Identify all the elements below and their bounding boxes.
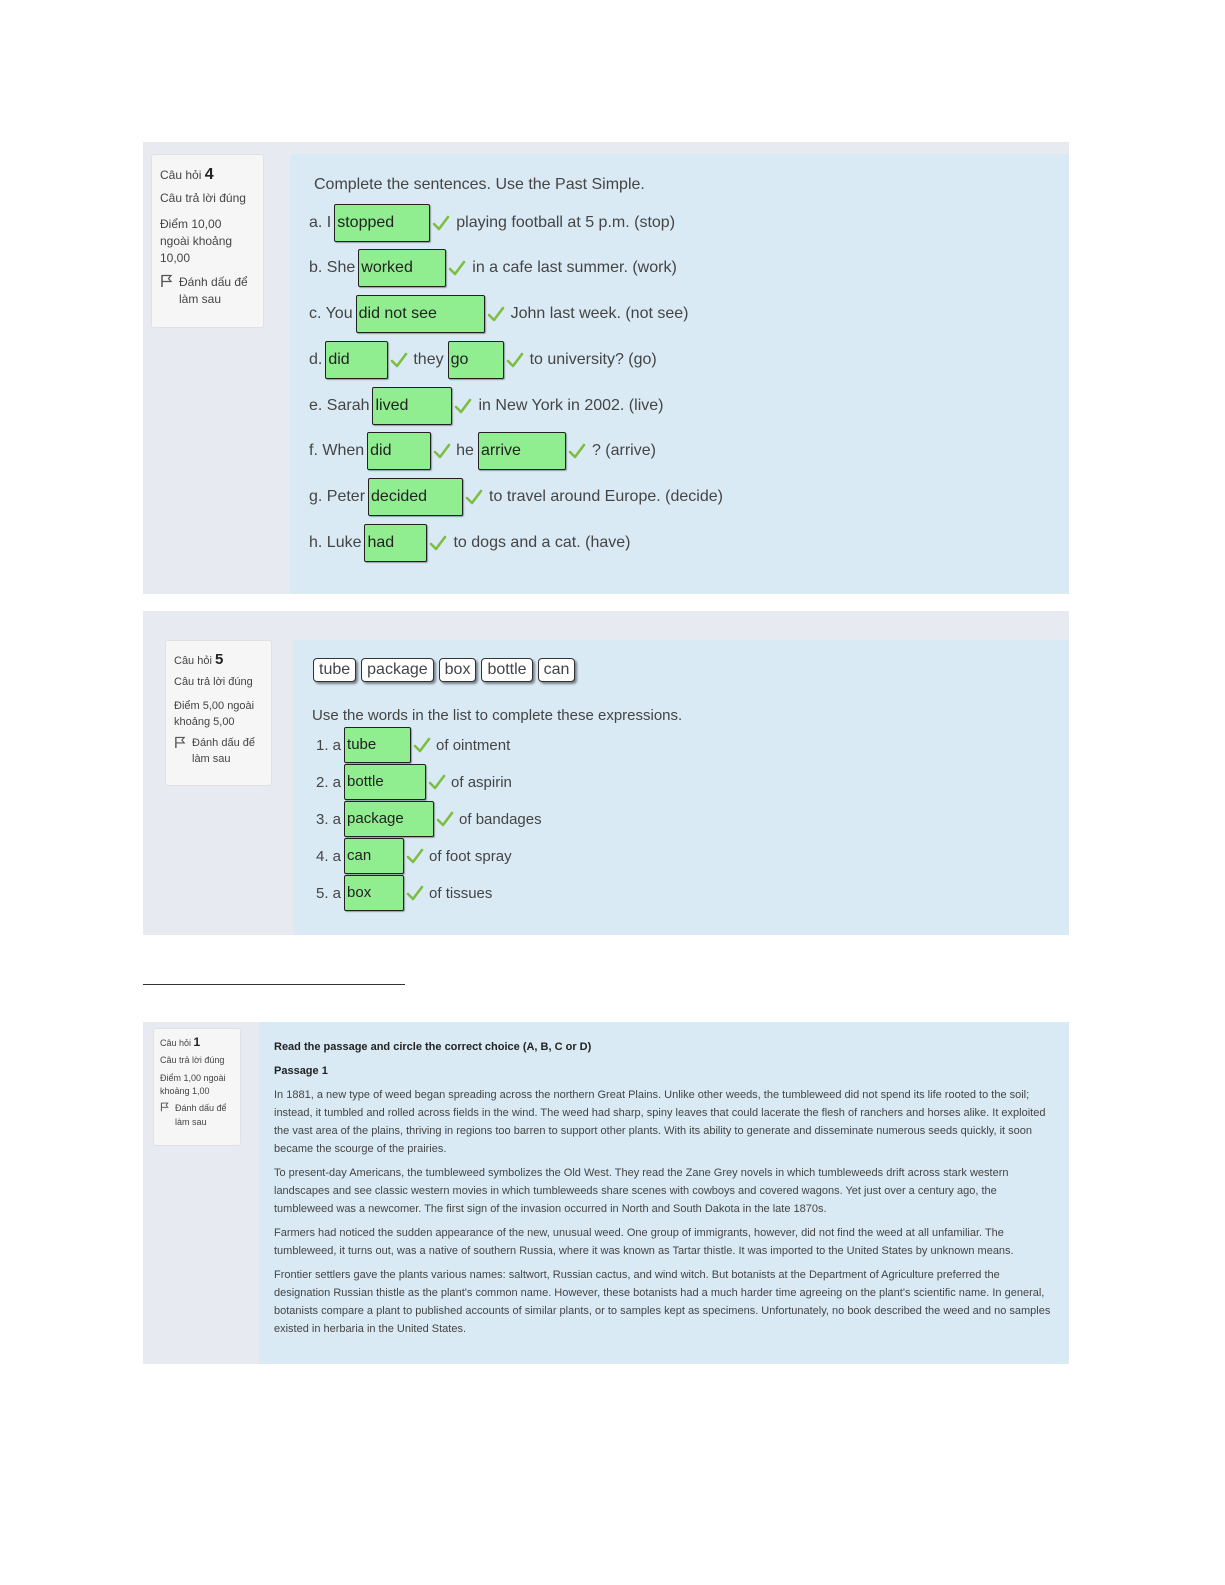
- flag-label: Đánh dấu để làm sau: [179, 274, 248, 307]
- answer-field[interactable]: did: [367, 432, 431, 470]
- check-icon: [406, 884, 424, 902]
- word-chip[interactable]: tube: [313, 658, 356, 682]
- question-content: [290, 154, 1069, 594]
- question-score: Điểm 5,00 ngoài khoảng 5,00: [174, 699, 255, 728]
- answer-field[interactable]: box: [344, 875, 404, 911]
- sentence-row: [309, 387, 663, 425]
- question-info: [165, 640, 272, 786]
- expression-prefix: 3. a: [316, 810, 342, 828]
- sentence-middle: they: [413, 351, 444, 368]
- passage-paragraph: In 1881, a new type of weed began spreading across the northern Great Plains. Unlike other weeds, the tumbleweed did not spend its life rooted to the soil; instead, it tumbled and rolled across fields in the wind. The weed had sharp, spiny leaves that could lacerate the flesh of ranchers and horses alike. It exploited the vast area of the plains, thriving in regions too barren to support other plants. With its ability to generate and disseminate numerous seeds quickly, it soon became the scourge of the prairies.: [274, 1089, 1046, 1155]
- sentence-row: [309, 249, 677, 287]
- check-icon: [465, 488, 483, 506]
- sentence-prefix: d.: [309, 351, 323, 368]
- sentence-row: [309, 341, 657, 379]
- passage-paragraph: To present-day Americans, the tumbleweed symbolizes the Old West. They read the Zane Grey novels in which tumbleweeds drift across stark western landscapes and see classic western movies in which tumbleweeds share scenes with cowboys and covered wagons. Yet just over a century ago, the tumbleweed was a newcomer. The first sign of the invasion occurred in North and South Dakota in the late 1870s.: [274, 1167, 1009, 1215]
- sentence-prefix: a. I: [309, 214, 332, 231]
- check-icon: [428, 773, 446, 791]
- passage-paragraph: Farmers had noticed the sudden appearance of the new, unusual weed. One group of immigrants, however, did not find the weed at all unfamiliar. The tumbleweed, it turns out, was a native of southern Russia, where it was known as Tartar thistle. It was imported to the United States by unknown means.: [274, 1227, 1014, 1257]
- answer-field[interactable]: lived: [372, 387, 452, 425]
- sentence-suffix: to travel around Europe. (decide): [489, 488, 723, 505]
- expression-row: [316, 801, 542, 837]
- question-score: Điểm 1,00 ngoài khoảng 1,00: [160, 1072, 226, 1097]
- check-icon: [429, 534, 447, 552]
- sentence-prefix: b. She: [309, 259, 356, 276]
- expression-row: [316, 838, 512, 874]
- expression-suffix: of tissues: [429, 884, 493, 902]
- question-number: [160, 1033, 240, 1052]
- question-4-panel: [143, 142, 1069, 594]
- sentence-suffix: playing football at 5 p.m. (stop): [456, 214, 676, 231]
- flag-icon: [160, 274, 174, 293]
- sentence-prefix: e. Sarah: [309, 397, 370, 414]
- expression-suffix: of bandages: [459, 810, 542, 828]
- sentence-prefix: f. When: [309, 442, 365, 459]
- sentence-suffix: in New York in 2002. (live): [478, 397, 664, 414]
- word-chip[interactable]: can: [538, 658, 576, 682]
- check-icon: [436, 810, 454, 828]
- sentence-row: [309, 432, 656, 470]
- passage-heading: Read the passage and circle the correct choice (A, B, C or D): [274, 1041, 592, 1053]
- question-1-panel: [143, 1022, 1069, 1364]
- check-icon: [568, 442, 586, 460]
- check-icon: [433, 442, 451, 460]
- sentence-suffix: ? (arrive): [591, 442, 656, 459]
- question-status: Câu trả lời đúng: [160, 191, 246, 206]
- reading-passage: [274, 1038, 1052, 1344]
- expression-row: [316, 875, 492, 911]
- sentence-prefix: c. You: [309, 305, 353, 322]
- flag-icon: [174, 736, 187, 755]
- passage-title: Passage 1: [274, 1065, 328, 1077]
- sentence-prefix: g. Peter: [309, 488, 366, 505]
- sentence-prefix: h. Luke: [309, 534, 362, 551]
- flag-question-link[interactable]: [174, 736, 271, 768]
- question-instruction: Use the words in the list to complete these expressions.: [312, 707, 683, 724]
- answer-field[interactable]: did not see: [356, 295, 485, 333]
- flag-label: Đánh dấu để làm sau: [192, 736, 255, 765]
- question-status: Câu trả lời đúng: [160, 1054, 225, 1065]
- question-info: [151, 154, 264, 328]
- question-number-value: 5: [214, 651, 224, 668]
- flag-question-link[interactable]: [160, 274, 263, 309]
- check-icon: [432, 214, 450, 232]
- question-number-value: 4: [204, 166, 214, 183]
- answer-field[interactable]: had: [364, 524, 427, 562]
- check-icon: [487, 305, 505, 323]
- expression-row: [316, 764, 512, 800]
- check-icon: [506, 351, 524, 369]
- divider-line: [143, 984, 405, 985]
- question-5-panel: [143, 611, 1069, 935]
- word-chip[interactable]: box: [439, 658, 477, 682]
- word-chip[interactable]: bottle: [481, 658, 532, 682]
- expression-prefix: 1. a: [316, 736, 342, 754]
- check-icon: [390, 351, 408, 369]
- question-label: Câu hỏi: [160, 168, 202, 182]
- question-status: Câu trả lời đúng: [174, 675, 253, 688]
- question-number: [174, 649, 271, 671]
- sentence-suffix: in a cafe last summer. (work): [472, 259, 677, 276]
- answer-field[interactable]: decided: [368, 478, 463, 516]
- check-icon: [448, 259, 466, 277]
- question-instruction: Complete the sentences. Use the Past Simple.: [314, 176, 645, 193]
- sentence-row: [309, 524, 630, 562]
- sentence-suffix: John last week. (not see): [510, 305, 689, 322]
- question-info: [153, 1028, 241, 1146]
- sentence-row: [309, 295, 688, 333]
- answer-field[interactable]: arrive: [478, 432, 566, 470]
- expression-prefix: 4. a: [316, 847, 342, 865]
- expression-suffix: of aspirin: [451, 773, 512, 791]
- sentence-suffix: to dogs and a cat. (have): [453, 534, 631, 551]
- question-content: [259, 1022, 1069, 1364]
- answer-field[interactable]: tube: [344, 727, 411, 763]
- expression-prefix: 2. a: [316, 773, 342, 791]
- check-icon: [406, 847, 424, 865]
- flag-icon: [160, 1102, 170, 1117]
- flag-question-link[interactable]: [160, 1102, 240, 1130]
- expression-suffix: of ointment: [436, 736, 511, 754]
- word-bank: [313, 658, 580, 682]
- sentence-suffix: to university? (go): [529, 351, 657, 368]
- sentence-middle: he: [456, 442, 474, 459]
- expression-suffix: of foot spray: [429, 847, 512, 865]
- answer-field[interactable]: go: [448, 341, 504, 379]
- question-number: [160, 163, 263, 186]
- answer-field[interactable]: can: [344, 838, 404, 874]
- answer-field[interactable]: worked: [358, 249, 446, 287]
- check-icon: [454, 397, 472, 415]
- expression-prefix: 5. a: [316, 884, 342, 902]
- check-icon: [413, 736, 431, 754]
- answer-field[interactable]: stopped: [334, 204, 430, 242]
- word-chip[interactable]: package: [361, 658, 434, 682]
- expression-row: [316, 727, 510, 763]
- answer-field[interactable]: bottle: [344, 764, 426, 800]
- question-label: Câu hỏi: [160, 1038, 192, 1048]
- answer-field[interactable]: did: [325, 341, 388, 379]
- question-label: Câu hỏi: [174, 655, 212, 667]
- sentence-row: [309, 204, 675, 242]
- passage-paragraph: Frontier settlers gave the plants various names: saltwort, Russian cactus, and wind witch. But botanists at the Department of Agriculture preferred the designation Russian thistle as the plant's common name. However, these botanists had a much harder time agreeing on the plant's scientific name. In general, botanists compare a plant to published accounts of similar plants, or to samples kept as specimens. Unfortunately, no book described the weed and no samples existed in herbaria in the United States.: [274, 1269, 1051, 1335]
- question-score: Điểm 10,00 ngoài khoảng 10,00: [160, 216, 233, 266]
- flag-label: Đánh dấu để làm sau: [175, 1103, 227, 1128]
- question-number-value: 1: [193, 1035, 201, 1049]
- question-content: [293, 640, 1069, 935]
- answer-field[interactable]: package: [344, 801, 434, 837]
- sentence-row: [309, 478, 723, 516]
